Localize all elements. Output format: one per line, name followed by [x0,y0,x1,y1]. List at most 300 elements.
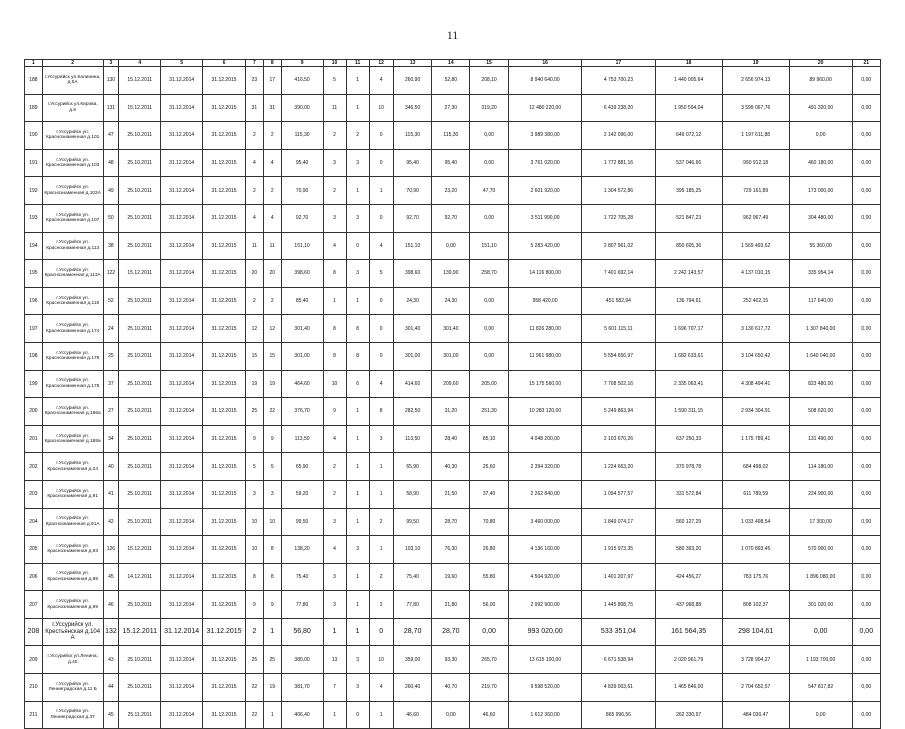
table-cell: 188 [25,67,43,95]
table-cell: 10 [263,508,281,536]
table-cell: 3 [346,204,369,232]
column-header: 20 [789,60,852,67]
table-cell: 8 [323,315,346,343]
table-cell: 203 [25,480,43,508]
table-cell: 25.10.2011 [119,646,161,674]
table-cell: 10 [369,646,393,674]
table-cell: 31.12.2014 [161,67,203,95]
table-cell: 46,60 [470,701,509,729]
table-cell: 0,00 [852,674,880,702]
table-cell: 45 [103,701,119,729]
table-cell: 208,10 [470,67,509,95]
table-cell: 1 [263,618,281,646]
table-cell: 31.12.2015 [203,122,246,150]
table-cell: 173 000,00 [789,177,852,205]
table-cell: 304 480,00 [789,204,852,232]
table-cell: 37 [103,370,119,398]
table-cell: 1 [346,425,369,453]
table-cell: 93,30 [432,646,470,674]
table-cell: 31.12.2015 [203,287,246,315]
table-cell: 48 [103,149,119,177]
table-cell: 395 185,25 [655,177,722,205]
table-cell: 4 753 700,23 [582,67,655,95]
table-cell: 1 [323,701,346,729]
table-cell: 193 [25,204,43,232]
column-header: 9 [281,60,323,67]
table-cell: 17 [263,67,281,95]
table-cell: 301,40 [281,315,323,343]
table-cell: 1 772 881,16 [582,149,655,177]
table-cell: 9 [323,398,346,426]
table-cell: 2 [246,177,264,205]
table-cell: 55 360,00 [789,232,852,260]
table-cell: 4 [369,67,393,95]
table-row [25,232,881,260]
table-cell: 25.11.2011 [119,701,161,729]
table-cell: 331 572,84 [655,480,722,508]
address-cell: г.Уссурийск ул. Краснознаменная д.186а [42,398,103,426]
table-cell: 1 569 493,62 [722,232,789,260]
table-cell: 0 [346,232,369,260]
table-cell: 1 307 840,00 [789,315,852,343]
table-cell: 138,20 [281,536,323,564]
table-cell: 2 242 143,57 [655,260,722,288]
table-cell: 580 393,20 [655,536,722,564]
table-cell: 42 [103,508,119,536]
table-cell: 208 [25,618,43,646]
table-row [25,453,881,481]
table-cell: 92,70 [281,204,323,232]
table-cell: 14.12.2011 [119,563,161,591]
table-cell: 19 [263,370,281,398]
table-cell: 195 [25,260,43,288]
table-cell: 151,10 [281,232,323,260]
table-cell: 5 [263,453,281,481]
table-cell: 2 [323,480,346,508]
table-cell: 649 072,12 [655,122,722,150]
table-cell: 15 [246,342,264,370]
table-cell: 31.12.2015 [203,177,246,205]
table-cell: 202 [25,453,43,481]
table-cell: 31.12.2015 [203,149,246,177]
table-cell: 0 [369,342,393,370]
table-cell: 25.10.2011 [119,398,161,426]
table-cell: 46 [103,591,119,619]
table-cell: 194 [25,232,43,260]
table-cell: 380,00 [281,646,323,674]
table-cell: 3 [369,425,393,453]
table-cell: 451 582,94 [582,287,655,315]
table-row [25,398,881,426]
address-cell: г.Уссурийск ул. Краснознаменная д.91 [42,480,103,508]
table-cell: 0,00 [852,618,880,646]
table-cell: 260,90 [393,67,432,95]
table-cell: 131 490,00 [789,425,852,453]
table-cell: 437 968,88 [655,591,722,619]
table-cell: 31.12.2014 [161,591,203,619]
table-row [25,204,881,232]
address-cell: г.Уссурийск ул. Краснознаменная д.103А [42,177,103,205]
table-cell: 1 [323,287,346,315]
address-cell: г.Уссурийск ул. Краснознаменная д.176 [42,342,103,370]
table-cell: 13 [323,646,346,674]
table-cell: 77,80 [281,591,323,619]
table-cell: 2 [346,122,369,150]
table-row [25,315,881,343]
column-header: 13 [393,60,432,67]
table-cell: 25.10.2011 [119,591,161,619]
table-cell: 298 104,61 [722,618,789,646]
table-cell: 2 262 840,00 [508,480,581,508]
table-cell: 47 [103,122,119,150]
table-cell: 2 [263,287,281,315]
table-cell: 95,40 [281,149,323,177]
table-cell: 25.10.2011 [119,232,161,260]
table-cell: 205,00 [470,370,509,398]
table-cell: 126 [103,536,119,564]
table-cell: 865 996,56 [582,701,655,729]
table-cell: 31.12.2014 [161,480,203,508]
table-cell: 131 [103,94,119,122]
table-cell: 0,00 [852,67,880,95]
table-cell: 27 [103,398,119,426]
table-cell: 0,00 [470,618,509,646]
table-cell: 70,80 [470,508,509,536]
table-cell: 23,20 [432,177,470,205]
table-row [25,618,881,646]
table-cell: 6 439 238,20 [582,94,655,122]
table-cell: 1 [346,94,369,122]
table-cell: 31 [263,94,281,122]
table-cell: 1 070 893,45 [722,536,789,564]
table-cell: 491 320,00 [789,94,852,122]
table-cell: 70,90 [281,177,323,205]
table-cell: 191 [25,149,43,177]
table-row [25,536,881,564]
table-cell: 23 [246,67,264,95]
column-header: 1 [25,60,43,67]
table-cell: 31.12.2014 [161,646,203,674]
table-cell: 85,40 [281,287,323,315]
table-cell: 9 598 520,00 [508,674,581,702]
address-cell: г.Уссурийск ул. Краснознаменная д.99 [42,591,103,619]
table-cell: 1 197 611,88 [722,122,789,150]
address-cell: г.Уссурийск ул. Краснознаменная д.101 [42,122,103,150]
table-cell: 5 283 420,00 [508,232,581,260]
table-cell: 45 [103,563,119,591]
table-cell: 319,20 [470,94,509,122]
table-cell: 31.12.2014 [161,398,203,426]
column-header: 3 [103,60,119,67]
table-cell: 10 [246,536,264,564]
table-cell: 209,60 [432,370,470,398]
table-cell: 19 [246,370,264,398]
table-cell: 0,00 [470,315,509,343]
table-cell: 370 978,78 [655,453,722,481]
table-cell: 301,00 [393,342,432,370]
table-cell: 31.12.2015 [203,536,246,564]
table-cell: 31.12.2014 [161,342,203,370]
table-cell: 1 [346,508,369,536]
table-cell: 3 460 000,00 [508,508,581,536]
table-cell: 729 161,89 [722,177,789,205]
column-header: 2 [42,60,103,67]
table-cell: 56,80 [281,618,323,646]
table-cell: 28,70 [432,618,470,646]
table-cell: 65,90 [393,453,432,481]
table-cell: 1 696 707,17 [655,315,722,343]
table-cell: 24,30 [432,287,470,315]
table-cell: 251,30 [470,398,509,426]
table-cell: 22 [246,701,264,729]
table-cell: 99,50 [281,508,323,536]
table-cell: 31,20 [432,398,470,426]
table-cell: 0 [369,149,393,177]
table-cell: 92,70 [432,204,470,232]
table-cell: 3 [263,480,281,508]
table-cell: 31.12.2015 [203,232,246,260]
data-table-container [24,59,881,729]
table-cell: 25 [103,342,119,370]
table-cell: 547 817,82 [789,674,852,702]
table-cell: 9 [246,425,264,453]
table-cell: 31.12.2015 [203,453,246,481]
table-cell: 508 620,00 [789,398,852,426]
table-cell: 416,50 [281,67,323,95]
table-cell: 0,00 [852,480,880,508]
table-cell: 1 [369,177,393,205]
table-cell: 4 [246,149,264,177]
table-cell: 15.12.2011 [119,94,161,122]
column-header: 11 [346,60,369,67]
table-cell: 1 682 633,61 [655,342,722,370]
table-row [25,646,881,674]
table-cell: 0,00 [852,591,880,619]
table-cell: 25.10.2011 [119,480,161,508]
table-cell: 4 [369,232,393,260]
table-cell: 25.10.2011 [119,122,161,150]
table-cell: 2 [263,177,281,205]
table-cell: 5 [369,260,393,288]
address-cell: г.Уссурийск ул. Краснознаменная д.91А [42,508,103,536]
table-cell: 31.12.2014 [161,232,203,260]
table-cell: 3 599 067,76 [722,94,789,122]
table-cell: 31.12.2015 [203,646,246,674]
table-cell: 75,40 [281,563,323,591]
table-cell: 1 440 005,64 [655,67,722,95]
table-cell: 31.12.2014 [161,177,203,205]
table-cell: 406,40 [281,701,323,729]
table-cell: 0,00 [432,701,470,729]
table-cell: 92,70 [393,204,432,232]
table-cell: 962 967,49 [722,204,789,232]
table-cell: 95,40 [393,149,432,177]
table-cell: 25,60 [470,453,509,481]
table-cell: 2 [369,563,393,591]
table-cell: 9 [263,591,281,619]
table-cell: 9 [246,591,264,619]
table-cell: 335 954,14 [789,260,852,288]
table-cell: 31.12.2015 [203,315,246,343]
table-cell: 3 130 617,72 [722,315,789,343]
table-cell: 5 601 115,11 [582,315,655,343]
table-cell: 49 [103,177,119,205]
table-cell: 0,00 [852,701,880,729]
table-cell: 12 [246,315,264,343]
table-cell: 637 250,33 [655,425,722,453]
table-cell: 43 [103,646,119,674]
table-cell: 3 [323,591,346,619]
table-cell: 0 [369,618,393,646]
table-cell: 301,00 [432,342,470,370]
table-cell: 2 394 320,00 [508,453,581,481]
table-cell: 25.10.2011 [119,370,161,398]
table-cell: 252 402,15 [722,287,789,315]
table-cell: 28,70 [393,618,432,646]
table-cell: 40 [103,453,119,481]
table-cell: 6 [346,370,369,398]
table-cell: 4 [323,536,346,564]
table-cell: 0,00 [432,232,470,260]
table-cell: 0,00 [852,204,880,232]
table-cell: 398,60 [281,260,323,288]
table-cell: 1 722 705,28 [582,204,655,232]
table-cell: 4 048 200,00 [508,425,581,453]
column-header: 16 [508,60,581,67]
table-cell: 196 [25,287,43,315]
table-cell: 1 [323,618,346,646]
table-cell: 282,50 [393,398,432,426]
table-cell: 192 [25,177,43,205]
table-cell: 0,00 [789,122,852,150]
table-cell: 3 104 650,42 [722,342,789,370]
table-cell: 55,80 [470,563,509,591]
table-row [25,674,881,702]
table-cell: 537 046,66 [655,149,722,177]
table-cell: 3 [346,674,369,702]
table-cell: 31.12.2014 [161,674,203,702]
table-cell: 2 807 961,02 [582,232,655,260]
table-cell: 31.12.2014 [161,94,203,122]
table-cell: 7 401 692,14 [582,260,655,288]
table-cell: 4 136 160,00 [508,536,581,564]
table-cell: 1 [346,618,369,646]
table-cell: 1 224 663,20 [582,453,655,481]
table-cell: 25.10.2011 [119,287,161,315]
table-row [25,67,881,95]
address-cell: г.Уссурийск ул. Краснознаменная д.93 [42,536,103,564]
table-cell: 4 [369,674,393,702]
table-cell: 1 193 700,00 [789,646,852,674]
table-cell: 103,10 [393,536,432,564]
table-cell: 5 [323,67,346,95]
table-cell: 0,00 [852,94,880,122]
table-cell: 3 [323,204,346,232]
table-cell: 189 [25,94,43,122]
table-cell: 4 504 920,00 [508,563,581,591]
table-cell: 11 [246,232,264,260]
table-cell: 75,40 [393,563,432,591]
table-cell: 0,00 [852,646,880,674]
table-cell: 1 465 846,00 [655,674,722,702]
column-header: 21 [852,60,880,67]
table-cell: 151,10 [393,232,432,260]
table-cell: 46,60 [393,701,432,729]
table-cell: 3 989 380,00 [508,122,581,150]
table-cell: 414,60 [393,370,432,398]
table-cell: 31.12.2014 [161,508,203,536]
table-cell: 122 [103,260,119,288]
table-cell: 611 789,59 [722,480,789,508]
table-cell: 2 335 063,41 [655,370,722,398]
table-cell: 4 [369,370,393,398]
table-cell: 4 [263,149,281,177]
table-cell: 38 [103,232,119,260]
table-cell: 0,00 [852,149,880,177]
table-cell: 460 180,00 [789,149,852,177]
table-cell: 10 [369,94,393,122]
table-cell: 77,80 [393,591,432,619]
table-cell: 484 030,47 [722,701,789,729]
table-cell: 0,00 [470,287,509,315]
table-cell: 28,70 [432,508,470,536]
table-cell: 31.12.2014 [161,315,203,343]
table-cell: 12 480 220,00 [508,94,581,122]
table-cell: 15 175 560,00 [508,370,581,398]
table-cell: 2 [369,508,393,536]
table-cell: 65,90 [281,453,323,481]
table-cell: 1 094 577,57 [582,480,655,508]
table-row [25,370,881,398]
table-cell: 31.12.2014 [161,122,203,150]
table-cell: 0,00 [852,370,880,398]
table-cell: 52,80 [432,67,470,95]
table-cell: 15.12.2011 [119,260,161,288]
table-cell: 210 [25,674,43,702]
table-cell: 2 103 670,26 [582,425,655,453]
table-cell: 2 601 920,00 [508,177,581,205]
table-cell: 25.10.2011 [119,674,161,702]
column-header: 19 [722,60,789,67]
table-cell: 31.12.2014 [161,453,203,481]
table-row [25,122,881,150]
table-cell: 31.12.2014 [161,563,203,591]
table-cell: 19 [263,674,281,702]
table-cell: 31 [246,94,264,122]
table-cell: 26,80 [470,536,509,564]
table-cell: 25 [246,398,264,426]
address-cell: г.Уссурийск ул. Крестьянская д.104 А [42,618,103,646]
table-cell: 1 950 594,04 [655,94,722,122]
table-cell: 3 [323,149,346,177]
table-cell: 0,00 [852,342,880,370]
table-cell: 560 127,29 [655,508,722,536]
table-cell: 219,70 [470,674,509,702]
table-cell: 1 590 311,15 [655,398,722,426]
table-cell: 115,30 [393,122,432,150]
table-row [25,591,881,619]
table-cell: 0,00 [852,536,880,564]
table-cell: 993 020,00 [508,618,581,646]
table-cell: 56,00 [470,591,509,619]
address-cell: г.Уссурийск ул. Краснознаменная д.174 [42,315,103,343]
table-cell: 204 [25,508,43,536]
table-cell: 1 [263,701,281,729]
table-cell: 11 826 280,00 [508,315,581,343]
table-cell: 31.12.2014 [161,260,203,288]
table-cell: 8 [263,536,281,564]
table-cell: 1 [346,563,369,591]
